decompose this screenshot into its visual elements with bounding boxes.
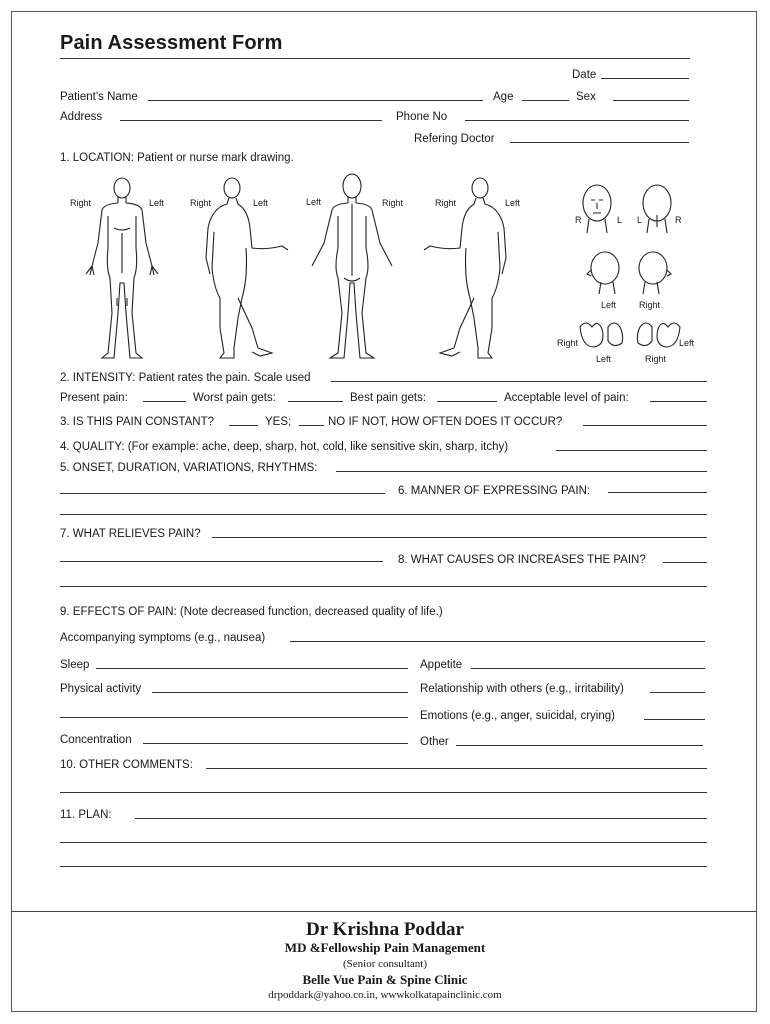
patient-name-label: Patient’s Name [60,91,138,103]
fig2-right-label: Right [190,198,212,208]
concentration-label: Concentration [60,734,132,746]
physical-activity-field-line2[interactable] [60,717,408,718]
q8-causes-field-line2[interactable] [60,586,707,587]
doctor-role: (Senior consultant) [342,958,427,970]
concentration-field[interactable] [143,743,408,744]
footer-rule [11,911,757,912]
q6-manner-field-line2[interactable] [60,514,707,515]
date-label: Date [572,69,597,81]
head-right-profile-figure [639,252,671,294]
q8-causes: 8. WHAT CAUSES OR INCREASES THE PAIN? [398,554,646,566]
head-back-l-label: L [637,215,643,225]
fig4-right-label: Right [435,198,457,208]
sleep-field[interactable] [96,668,408,669]
address-label: Address [60,111,103,123]
q3-yes-label: YES; [265,416,292,428]
q7-relieves-field[interactable] [212,537,707,538]
appetite-field[interactable] [471,668,705,669]
q5-onset: 5. ONSET, DURATION, VARIATIONS, RHYTHMS: [60,462,318,474]
fig3-right-label: Right [382,198,404,208]
referring-doctor-label: Refering Doctor [414,133,495,145]
doctor-qualification: MD &Fellowship Pain Management [284,940,486,955]
q4-quality-field[interactable] [556,450,707,451]
worst-pain-label: Worst pain gets: [193,392,276,404]
head-back-figure [643,185,671,233]
head-front-l-label: L [617,215,623,225]
q6-manner: 6. MANNER OF EXPRESSING PAIN: [398,485,591,497]
relationship-label: Relationship with others (e.g., irritability) [420,683,624,695]
sleep-label: Sleep [60,659,90,671]
other-label: Other [420,736,449,748]
q9-effects: 9. EFFECTS OF PAIN: (Note decreased function, decreased quality of life.) [60,606,443,618]
acceptable-level-field[interactable] [650,401,707,402]
q3-no-field[interactable] [299,425,324,426]
q3-no-label: NO IF NOT, HOW OFTEN DOES IT OCCUR? [328,416,563,428]
hands-right-bottom-label: Right [645,354,667,364]
fig3-left-label: Left [306,197,322,207]
q10-comments-field-line2[interactable] [60,792,707,793]
clinic-contact[interactable]: drpoddark@yahoo.co.in, wwwkolkatapainclinic.com [268,989,502,1001]
profile-right-label: Right [639,300,661,310]
fig1-right-label: Right [70,198,92,208]
q3-yes-field[interactable] [229,425,258,426]
plan-field-line3[interactable] [60,866,707,867]
clinic-name: Belle Vue Pain & Spine Clinic [302,972,468,987]
body-front-figure [86,178,158,358]
q11-plan: 11. PLAN: [60,809,112,821]
acceptable-level-label: Acceptable level of pain: [504,392,629,404]
hands-right-label: Right [557,338,579,348]
plan-field[interactable] [135,818,707,819]
q6-manner-field[interactable] [608,492,707,493]
q5-onset-field-line2[interactable] [60,493,385,494]
q7-relieves-field-line2[interactable] [60,561,383,562]
q3-constant: 3. IS THIS PAIN CONSTANT? [60,416,215,428]
emotions-field[interactable] [644,719,705,720]
head-left-profile-figure [587,252,619,294]
accompanying-symptoms-label: Accompanying symptoms (e.g., nausea) [60,632,266,644]
head-front-figure [583,185,611,233]
worst-pain-field[interactable] [288,401,343,402]
hands-left-label: Left [679,338,695,348]
body-back-figure [312,174,392,358]
q5-onset-field[interactable] [336,471,707,472]
q1-location: 1. LOCATION: Patient or nurse mark drawing. [60,152,294,164]
q8-causes-field[interactable] [663,562,707,563]
fig2-left-label: Left [253,198,269,208]
q4-quality: 4. QUALITY: (For example: ache, deep, sharp, hot, cold, like sensitive skin, sharp, itchy) [60,441,509,453]
physical-activity-field[interactable] [152,692,408,693]
head-front-r-label: R [575,215,582,225]
accompanying-symptoms-field[interactable] [290,641,705,642]
q10-other-comments: 10. OTHER COMMENTS: [60,759,193,771]
age-label: Age [493,91,514,103]
plan-field-line2[interactable] [60,842,707,843]
hands-left-bottom-label: Left [596,354,612,364]
body-side-right-figure [206,178,288,358]
appetite-label: Appetite [420,659,463,671]
q3-frequency-field[interactable] [583,425,707,426]
fig4-left-label: Left [505,198,521,208]
relationship-field[interactable] [650,692,705,693]
present-pain-field[interactable] [143,401,186,402]
other-field[interactable] [456,745,703,746]
best-pain-label: Best pain gets: [350,392,427,404]
q10-comments-field[interactable] [206,768,707,769]
q2-intensity: 2. INTENSITY: Patient rates the pain. Scale used [60,372,311,384]
form-title: Pain Assessment Form [60,32,283,54]
present-pain-label: Present pain: [60,392,128,404]
physical-activity-label: Physical activity [60,683,142,695]
best-pain-field[interactable] [437,401,497,402]
profile-left-label: Left [601,300,617,310]
scale-used-field[interactable] [331,381,707,382]
sex-label: Sex [576,91,596,103]
hands-figure [580,323,680,347]
head-back-r-label: R [675,215,682,225]
q7-relieves: 7. WHAT RELIEVES PAIN? [60,528,201,540]
phone-label: Phone No [396,111,448,123]
doctor-name: Dr Krishna Poddar [305,919,464,940]
fig1-left-label: Left [149,198,165,208]
emotions-label: Emotions (e.g., anger, suicidal, crying) [420,710,615,722]
